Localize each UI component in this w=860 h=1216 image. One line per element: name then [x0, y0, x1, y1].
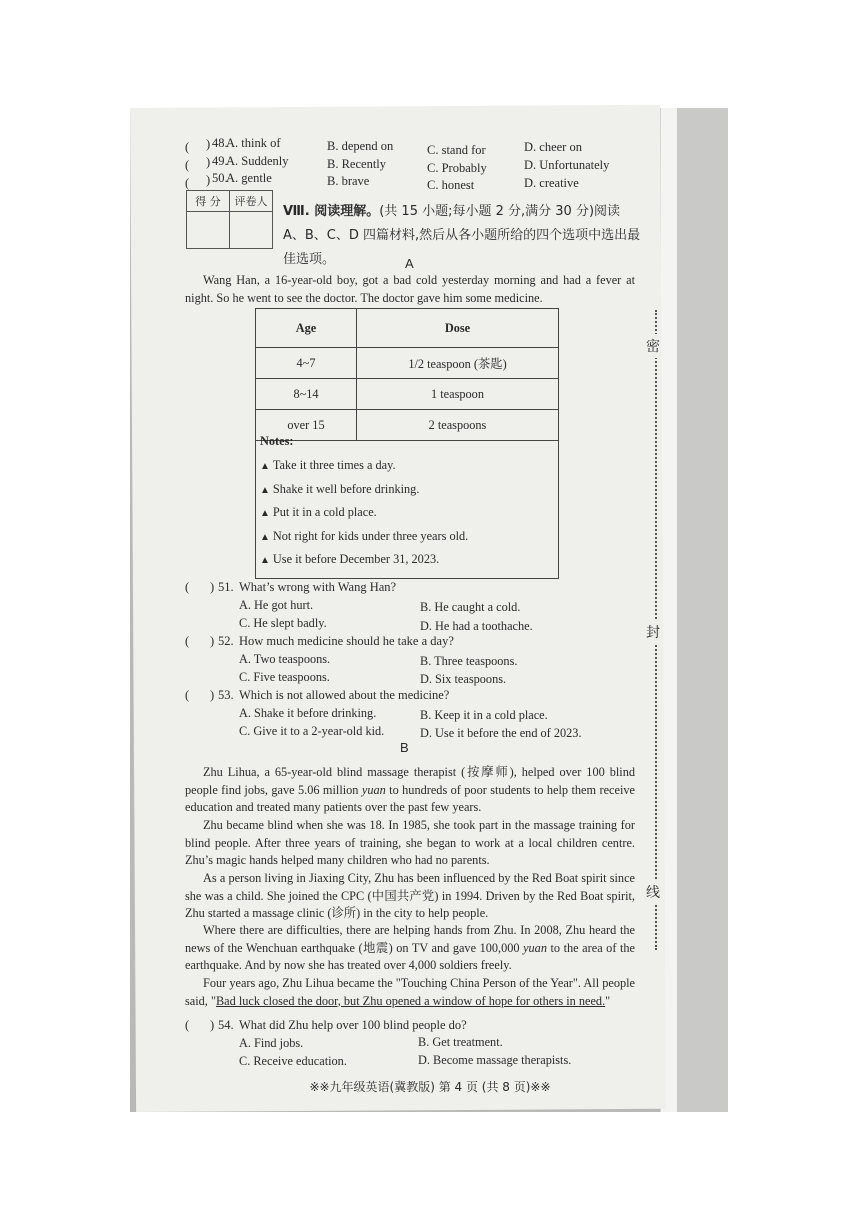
option-a: A. Suddenly [226, 154, 289, 168]
option-a: A. Shake it before drinking. [239, 706, 377, 720]
option-d: D. Unfortunately [524, 158, 610, 172]
note-text: Not right for kids under three years old. [272, 528, 469, 543]
answer-blank-close: ) [210, 580, 215, 594]
triangle-icon: ▲ [260, 508, 270, 519]
option-d: D. Six teaspoons. [420, 672, 507, 686]
dose-table-header-age: Age [256, 309, 357, 348]
section-title [283, 200, 643, 272]
option-b: B. Get treatment. [418, 1035, 503, 1049]
answer-blank-close: ) [210, 1018, 215, 1032]
question-number: 54. [218, 1018, 234, 1032]
answer-blank-close: ) [206, 137, 211, 151]
note-text: Take it three times a day. [272, 458, 396, 472]
passage-b-paragraph-4 [185, 922, 635, 975]
triangle-icon: ▲ [260, 531, 270, 543]
dose-age-cell: 4~7 [256, 348, 357, 379]
option-c: C. Five teaspoons. [239, 670, 330, 684]
dose-table [255, 308, 559, 441]
paragraph-text: As a person living in Jiaxing City, Zhu has been influenced by the Red Boat spirit since she was a child. She joined the CPC (中国共产党) in 1994. Driven by the Red Boat spirit, Zhu started a massage clinic (诊所) in the city to help people. [185, 871, 635, 920]
passage-b-paragraph-3 [185, 870, 635, 923]
passage-b-label: B [400, 740, 409, 755]
score-cell[interactable] [187, 212, 230, 249]
seal-label-xian: 线 [646, 880, 660, 904]
dose-amount-cell: 1 teaspoon [357, 379, 559, 410]
answer-blank-close: ) [210, 634, 215, 648]
note-text: Shake it well before drinking. [272, 481, 420, 496]
paragraph-text: Zhu became blind when she was 18. In 1985, she took part in the massage training for blind people. After three years of training, she began to work at a local children centre. Zhu’s magic hands helped many children who had no parents. [185, 818, 635, 867]
answer-blank[interactable]: ( [185, 140, 190, 154]
answer-blank[interactable]: ( [185, 634, 190, 648]
table-row [256, 379, 559, 410]
passage-a-intro-text: Wang Han, a 16-year-old boy, got a bad cold yesterday morning and had a fever at night. So he went to see the doctor. The doctor gave him some medicine. [185, 273, 635, 305]
paragraph-text: to hundreds of poor students to help them receive education and treated many patients over the past few years. [185, 782, 635, 814]
question-text: What did Zhu help over 100 blind people do? [239, 1018, 467, 1032]
notes-box [255, 432, 559, 579]
option-a: A. Find jobs. [239, 1036, 304, 1050]
option-a: A. Two teaspoons. [239, 652, 331, 666]
question-number: 52. [218, 634, 234, 648]
paragraph-italic: yuan [361, 782, 386, 797]
answer-blank[interactable]: ( [185, 1018, 190, 1032]
page-footer: ※※九年级英语(冀教版) 第 4 页 (共 8 页)※※ [309, 1080, 551, 1094]
option-b: B. Three teaspoons. [420, 654, 518, 668]
note-text: Put it in a cold place. [272, 505, 377, 519]
note-item [260, 552, 558, 576]
passage-b-paragraph-2 [185, 817, 635, 870]
note-item [260, 458, 558, 482]
option-d: D. creative [524, 176, 579, 190]
note-item [260, 482, 558, 506]
option-d: D. Become massage therapists. [418, 1053, 572, 1067]
notes-title: Notes: [260, 434, 294, 448]
option-d: D. cheer on [524, 140, 582, 154]
score-header: 得 分 [187, 191, 230, 212]
question-text: What’s wrong with Wang Han? [239, 580, 397, 594]
dose-age-cell: 8~14 [256, 379, 357, 410]
option-c: C. Give it to a 2-year-old kid. [239, 724, 385, 738]
dose-amount-cell: 2 teaspoons [357, 410, 559, 441]
table-row [256, 348, 559, 379]
option-a: A. think of [226, 136, 281, 150]
answer-blank[interactable]: ( [185, 688, 190, 702]
option-b: B. Keep it in a cold place. [420, 708, 548, 722]
question-number: 49. [212, 154, 228, 168]
passage-a-intro [185, 272, 635, 307]
option-a: A. He got hurt. [239, 598, 314, 612]
paragraph-text: " [605, 993, 611, 1008]
option-b: B. He caught a cold. [420, 600, 521, 614]
question-number: 53. [218, 688, 234, 702]
option-c: C. Probably [427, 161, 487, 175]
paragraph-text: Zhu Lihua, a 65-year-old blind massage therapist (按摩师), helped over 100 blind people find jobs, gave 5.06 million [185, 765, 635, 797]
dose-age-cell: over 15 [256, 410, 357, 441]
grader-header: 评卷人 [230, 191, 273, 212]
paragraph-italic: yuan [523, 940, 547, 955]
underlined-quote: Bad luck closed the door, but Zhu opened a window of hope for others in need. [215, 993, 606, 1008]
answer-blank[interactable]: ( [185, 176, 190, 190]
section-title-prefix: Ⅷ. 阅读理解。 [283, 204, 380, 219]
section-title-rest: (共 15 小题;每小题 2 分,满分 30 分)阅读 A、B、C、D 四篇材料,然后从各小题所给的四个选项中选出最佳选项。 [283, 204, 641, 267]
option-b: B. depend on [327, 139, 394, 153]
question-number: 51. [218, 580, 234, 594]
paragraph-text: Four years ago, Zhu Lihua became the "Touching China Person of the Year". All people said, " [185, 976, 635, 1008]
option-a: A. gentle [226, 171, 272, 185]
question-text: Which is not allowed about the medicine? [239, 688, 450, 702]
question-number: 48. [212, 136, 228, 150]
triangle-icon: ▲ [260, 461, 270, 472]
note-text: Use it before December 31, 2023. [272, 552, 440, 566]
note-item [260, 529, 558, 553]
option-c: C. honest [427, 178, 475, 192]
option-b: B. Recently [327, 157, 387, 171]
seal-label-feng: 封 [646, 620, 660, 644]
grader-cell[interactable] [230, 212, 273, 249]
triangle-icon: ▲ [260, 555, 270, 566]
answer-blank-close: ) [206, 173, 211, 187]
option-d: D. He had a toothache. [420, 619, 533, 633]
option-b: B. brave [327, 174, 370, 188]
paragraph-text: Where there are difficulties, there are helping hands from Zhu. In 2008, Zhu heard the news of the Wenchuan earthquake (地震) on TV and gave 100,000 [185, 923, 635, 955]
passage-a-label: A [405, 256, 414, 271]
triangle-icon: ▲ [260, 484, 270, 496]
note-item [260, 505, 558, 529]
answer-blank-close: ) [206, 155, 211, 169]
answer-blank[interactable]: ( [185, 580, 190, 594]
option-c: C. Receive education. [239, 1054, 347, 1068]
dose-table-header-dose: Dose [357, 309, 559, 348]
score-table [186, 190, 273, 249]
question-text: How much medicine should he take a day? [239, 634, 454, 648]
answer-blank[interactable]: ( [185, 158, 190, 172]
option-d: D. Use it before the end of 2023. [420, 726, 582, 740]
seal-label-mi: 密 [646, 334, 660, 358]
binding-strip [676, 108, 728, 1112]
question-number: 50. [212, 171, 228, 185]
option-c: C. He slept badly. [239, 616, 327, 630]
dose-amount-cell: 1/2 teaspoon (茶匙) [357, 348, 559, 379]
paragraph-text: to the area of the earthquake. And by now she has treated over 4,000 soldiers freely. [185, 940, 635, 972]
passage-b-paragraph-5 [185, 975, 635, 1010]
answer-blank-close: ) [210, 688, 215, 702]
option-c: C. stand for [427, 143, 486, 157]
passage-b-paragraph-1 [185, 764, 635, 817]
